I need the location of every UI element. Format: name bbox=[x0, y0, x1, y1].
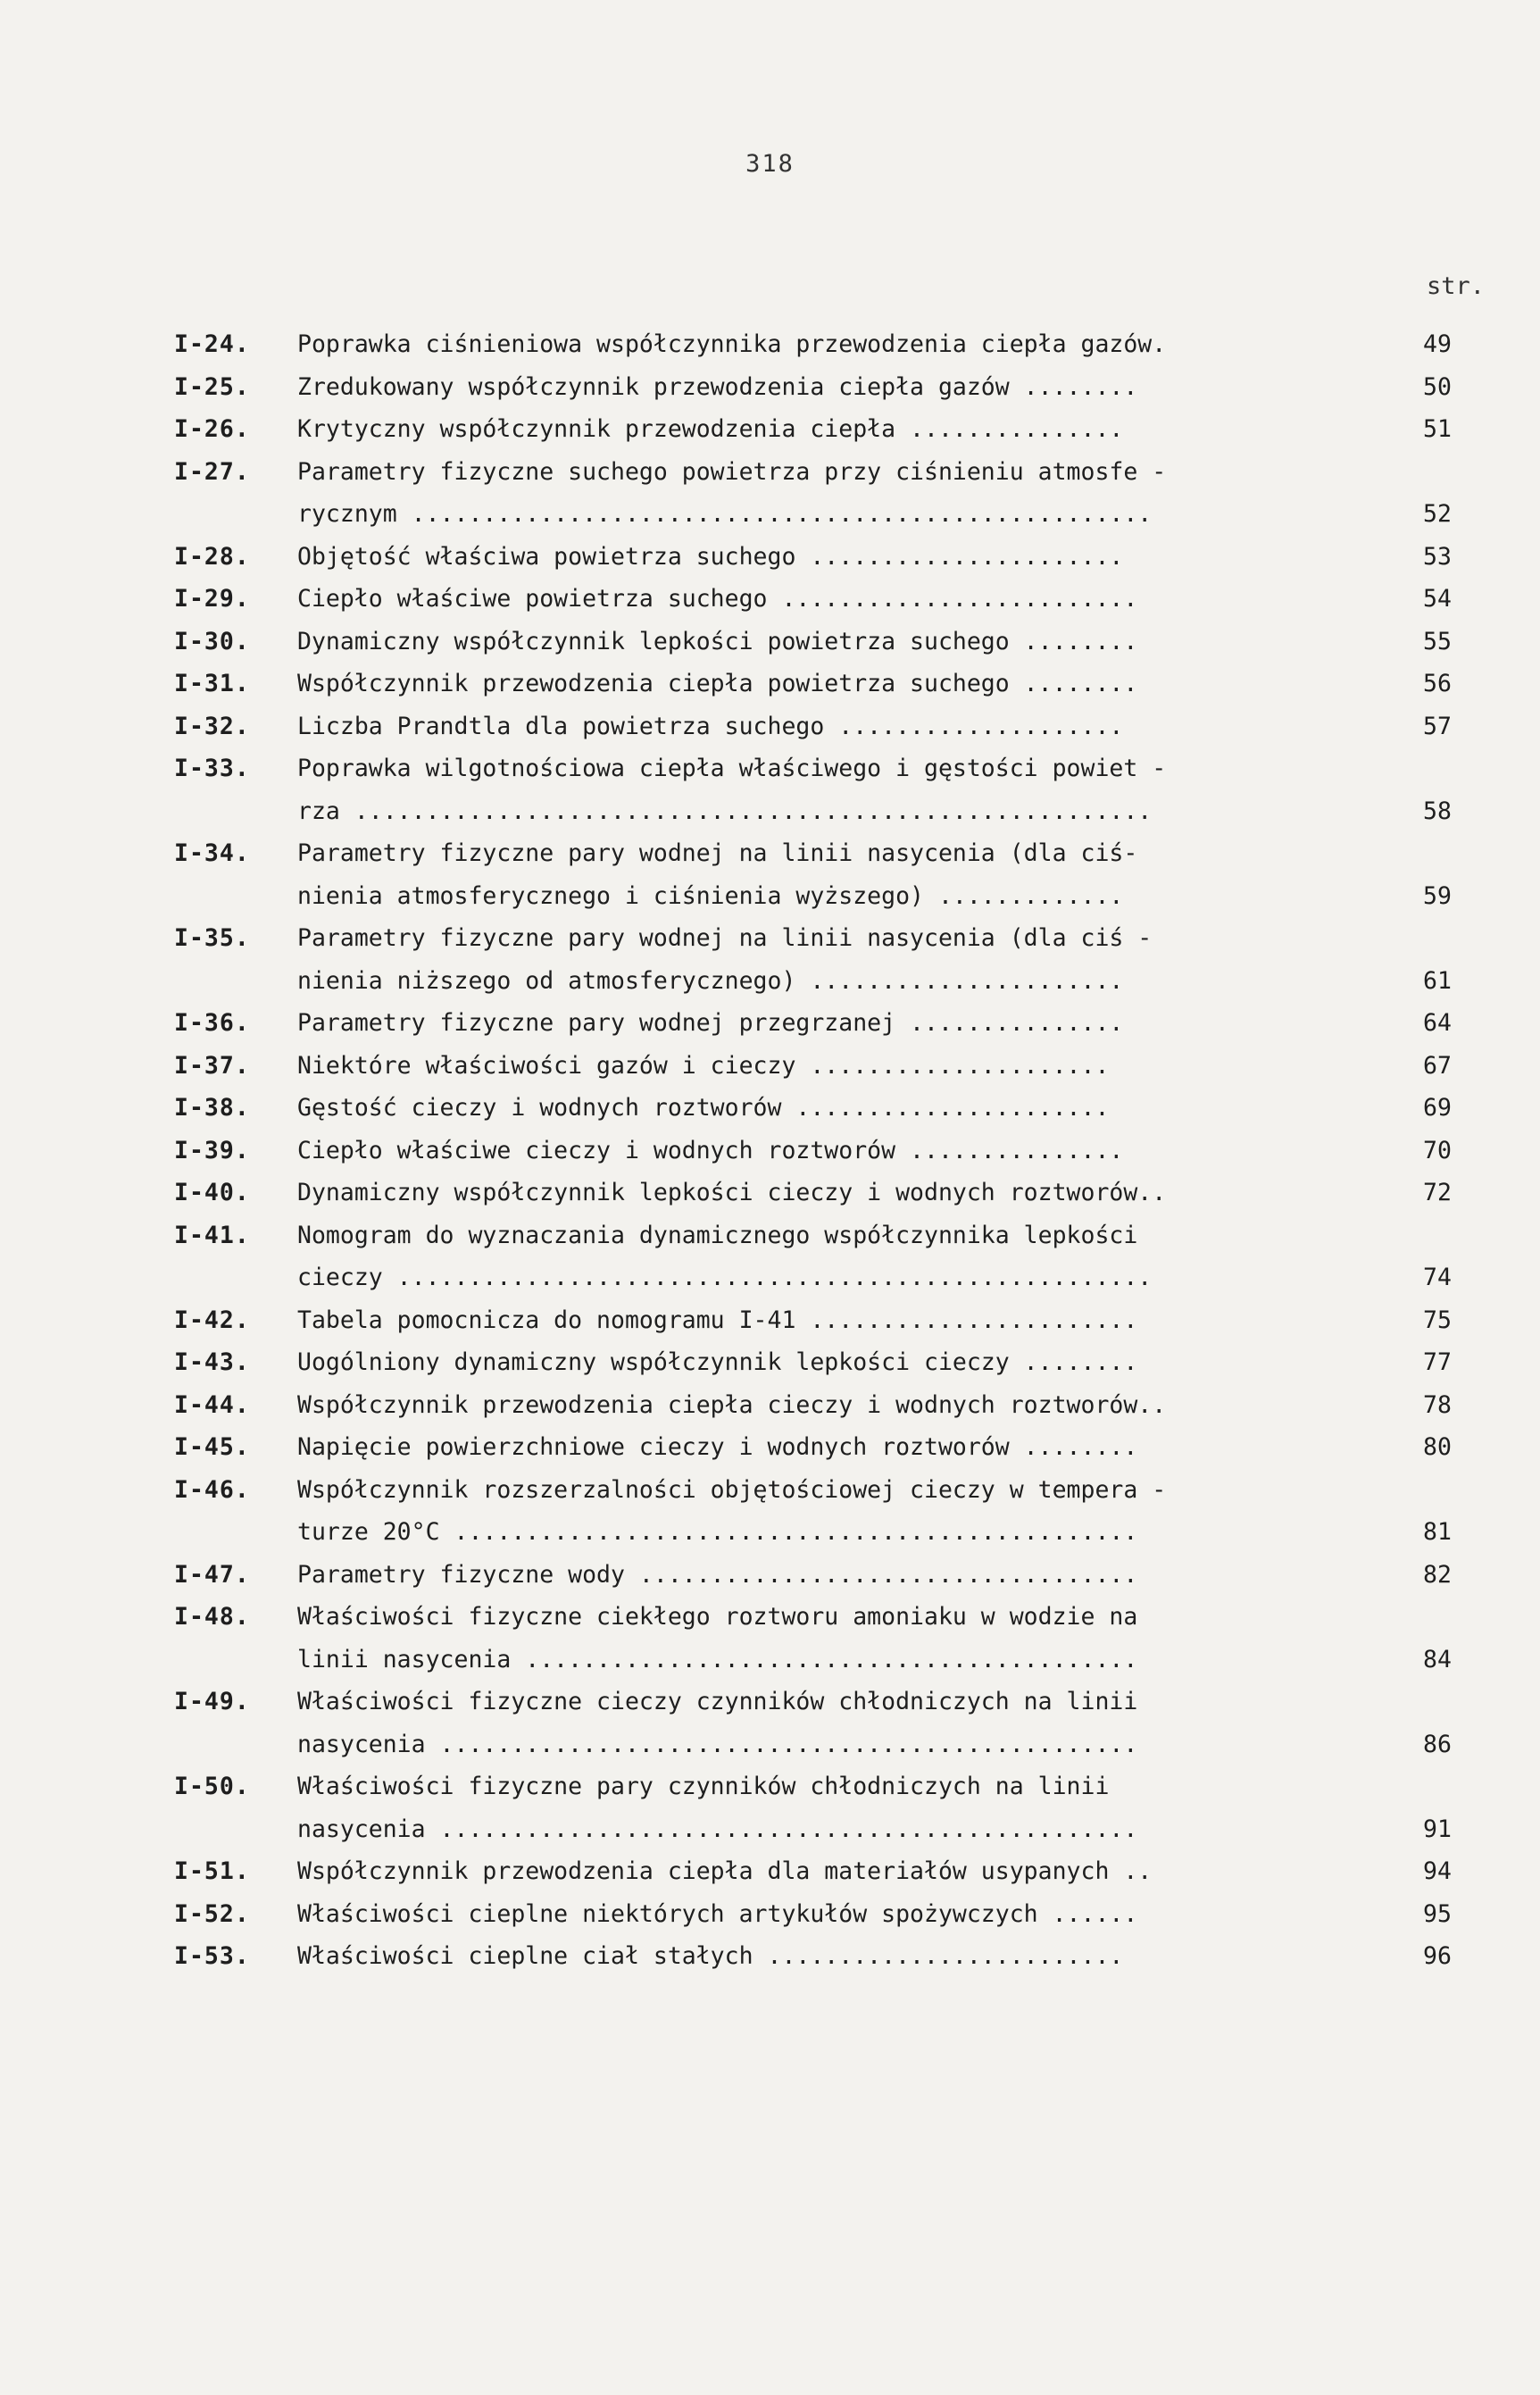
entry-title bbox=[297, 1469, 1388, 1554]
entry-title bbox=[297, 1765, 1388, 1850]
toc-entry bbox=[174, 1935, 1486, 1978]
entry-page: 82 bbox=[1423, 1560, 1452, 1589]
entry-title bbox=[297, 1384, 1388, 1427]
entry-page: 57 bbox=[1423, 712, 1452, 740]
entry-number: I-50. bbox=[174, 1773, 250, 1800]
entry-title-line: rza ........................................................ bbox=[297, 797, 1153, 825]
toc-entry bbox=[174, 621, 1486, 663]
entry-page: 84 bbox=[1423, 1645, 1452, 1673]
entry-title-line: Współczynnik przewodzenia ciepła cieczy i wodnych roztworów.. bbox=[297, 1390, 1167, 1419]
entry-title bbox=[297, 621, 1388, 663]
toc-entry bbox=[174, 1893, 1486, 1936]
entry-title-line: Parametry fizyczne pary wodnej na linii nasycenia (dla ciś- bbox=[297, 839, 1138, 867]
entry-number: I-37. bbox=[174, 1051, 250, 1080]
toc-entry bbox=[174, 366, 1486, 409]
entry-number: I-48. bbox=[174, 1603, 250, 1631]
entry-title bbox=[297, 1214, 1388, 1299]
entry-title-line: nienia niższego od atmosferycznego) ...................... bbox=[297, 966, 1124, 995]
entry-title-line: Krytyczny współczynnik przewodzenia ciepła ............... bbox=[297, 415, 1124, 443]
entry-title bbox=[297, 663, 1388, 705]
entry-number: I-49. bbox=[174, 1688, 250, 1715]
entry-number: I-36. bbox=[174, 1009, 250, 1037]
table-of-contents bbox=[174, 323, 1486, 1978]
entry-title-line: Współczynnik rozszerzalności objętościowej cieczy w tempera - bbox=[297, 1475, 1167, 1504]
entry-title bbox=[297, 408, 1388, 451]
entry-title-line: Niektóre właściwości gazów i cieczy ..................... bbox=[297, 1051, 1110, 1080]
entry-title bbox=[297, 1130, 1388, 1172]
entry-page: 95 bbox=[1423, 1899, 1452, 1928]
entry-page: 72 bbox=[1423, 1179, 1452, 1206]
entry-title-line: Objętość właściwa powietrza suchego ...................... bbox=[297, 542, 1124, 571]
toc-entry bbox=[174, 663, 1486, 705]
toc-entry bbox=[174, 1214, 1486, 1299]
entry-title bbox=[297, 1002, 1388, 1045]
entry-page: 75 bbox=[1423, 1306, 1452, 1334]
entry-title bbox=[297, 536, 1388, 579]
entry-title-line: Nomogram do wyznaczania dynamicznego współczynnika lepkości bbox=[297, 1221, 1138, 1249]
entry-number: I-29. bbox=[174, 585, 250, 613]
entry-page: 59 bbox=[1423, 881, 1452, 910]
entry-page: 94 bbox=[1423, 1857, 1452, 1885]
entry-page: 52 bbox=[1423, 500, 1452, 528]
toc-entry bbox=[174, 1384, 1486, 1427]
entry-title-line: Współczynnik przewodzenia ciepła dla materiałów usypanych .. bbox=[297, 1857, 1153, 1885]
entry-title bbox=[297, 1299, 1388, 1342]
entry-number: I-32. bbox=[174, 712, 250, 740]
entry-title bbox=[297, 1681, 1388, 1765]
entry-title-line: Dynamiczny współczynnik lepkości powietrza suchego ........ bbox=[297, 627, 1138, 655]
entry-title bbox=[297, 1850, 1388, 1893]
entry-title-line: nienia atmosferycznego i ciśnienia wyższego) ............. bbox=[297, 881, 1124, 910]
entry-title bbox=[297, 1426, 1388, 1469]
toc-entry bbox=[174, 1765, 1486, 1850]
entry-number: I-53. bbox=[174, 1942, 250, 1970]
entry-number: I-24. bbox=[174, 330, 250, 358]
toc-entry bbox=[174, 832, 1486, 917]
entry-title-line: Uogólniony dynamiczny współczynnik lepkości cieczy ........ bbox=[297, 1348, 1138, 1376]
entry-title-line: Dynamiczny współczynnik lepkości cieczy i wodnych roztworów.. bbox=[297, 1179, 1167, 1206]
entry-title-line: Tabela pomocnicza do nomogramu I-41 ....................... bbox=[297, 1306, 1138, 1334]
entry-page: 96 bbox=[1423, 1942, 1452, 1970]
entry-title bbox=[297, 917, 1388, 1002]
entry-title bbox=[297, 1087, 1388, 1130]
toc-entry bbox=[174, 1341, 1486, 1384]
entry-page: 55 bbox=[1423, 627, 1452, 655]
entry-title-line: Parametry fizyczne suchego powietrza przy ciśnieniu atmosfe - bbox=[297, 457, 1167, 486]
toc-entry bbox=[174, 536, 1486, 579]
entry-number: I-26. bbox=[174, 415, 250, 443]
entry-number: I-44. bbox=[174, 1390, 250, 1419]
page-number: 318 bbox=[745, 150, 795, 178]
entry-number: I-40. bbox=[174, 1179, 250, 1206]
toc-entry bbox=[174, 323, 1486, 366]
entry-number: I-42. bbox=[174, 1306, 250, 1334]
entry-page: 74 bbox=[1423, 1264, 1452, 1291]
entry-title-line: Właściwości fizyczne pary czynników chłodniczych na linii bbox=[297, 1773, 1110, 1800]
toc-entry bbox=[174, 1426, 1486, 1469]
entry-title bbox=[297, 1341, 1388, 1384]
toc-entry bbox=[174, 1045, 1486, 1088]
entry-page: 81 bbox=[1423, 1518, 1452, 1546]
entry-page: 91 bbox=[1423, 1815, 1452, 1843]
entry-title-line: rycznym .................................................... bbox=[297, 500, 1153, 528]
entry-page: 78 bbox=[1423, 1390, 1452, 1419]
entry-page: 49 bbox=[1423, 330, 1452, 358]
entry-title bbox=[297, 832, 1388, 917]
entry-title-line: Liczba Prandtla dla powietrza suchego .................... bbox=[297, 712, 1124, 740]
toc-entry bbox=[174, 1002, 1486, 1045]
entry-page: 51 bbox=[1423, 415, 1452, 443]
entry-number: I-43. bbox=[174, 1348, 250, 1376]
entry-number: I-39. bbox=[174, 1136, 250, 1164]
toc-entry bbox=[174, 1596, 1486, 1681]
toc-entry bbox=[174, 1130, 1486, 1172]
toc-entry bbox=[174, 1087, 1486, 1130]
entry-title-line: Właściwości fizyczne ciekłego roztworu amoniaku w wodzie na bbox=[297, 1603, 1138, 1631]
page-column-label: str. bbox=[1427, 272, 1486, 300]
entry-title-line: Parametry fizyczne pary wodnej przegrzanej ............... bbox=[297, 1009, 1124, 1037]
entry-number: I-52. bbox=[174, 1899, 250, 1928]
entry-title-line: Napięcie powierzchniowe cieczy i wodnych roztworów ........ bbox=[297, 1433, 1138, 1461]
toc-entry bbox=[174, 1681, 1486, 1765]
entry-page: 70 bbox=[1423, 1136, 1452, 1164]
entry-page: 69 bbox=[1423, 1094, 1452, 1122]
entry-title-line: Ciepło właściwe powietrza suchego ......................... bbox=[297, 585, 1138, 613]
entry-title bbox=[297, 1172, 1388, 1214]
entry-page: 80 bbox=[1423, 1433, 1452, 1461]
entry-number: I-34. bbox=[174, 839, 250, 867]
entry-title-line: Ciepło właściwe cieczy i wodnych roztworów ............... bbox=[297, 1136, 1124, 1164]
entry-page: 58 bbox=[1423, 797, 1452, 825]
entry-number: I-51. bbox=[174, 1857, 250, 1885]
entry-page: 54 bbox=[1423, 585, 1452, 613]
toc-entry bbox=[174, 578, 1486, 621]
entry-title-line: turze 20°C ................................................ bbox=[297, 1518, 1138, 1546]
entry-number: I-46. bbox=[174, 1475, 250, 1504]
entry-page: 77 bbox=[1423, 1348, 1452, 1376]
entry-number: I-35. bbox=[174, 924, 250, 952]
toc-entry bbox=[174, 1172, 1486, 1214]
entry-page: 50 bbox=[1423, 372, 1452, 401]
entry-title-line: linii nasycenia ........................................... bbox=[297, 1645, 1138, 1673]
entry-title-line: Współczynnik przewodzenia ciepła powietrza suchego ........ bbox=[297, 670, 1138, 697]
entry-number: I-45. bbox=[174, 1433, 250, 1461]
entry-number: I-47. bbox=[174, 1560, 250, 1589]
entry-title-line: Zredukowany współczynnik przewodzenia ciepła gazów ........ bbox=[297, 372, 1138, 401]
entry-title-line: cieczy ..................................................... bbox=[297, 1264, 1153, 1291]
entry-page: 64 bbox=[1423, 1009, 1452, 1037]
entry-page: 56 bbox=[1423, 670, 1452, 697]
entry-title bbox=[297, 705, 1388, 748]
entry-title bbox=[297, 366, 1388, 409]
toc-entry bbox=[174, 705, 1486, 748]
entry-number: I-33. bbox=[174, 755, 250, 782]
entry-number: I-41. bbox=[174, 1221, 250, 1249]
entry-title bbox=[297, 451, 1388, 536]
toc-entry bbox=[174, 1554, 1486, 1597]
toc-entry bbox=[174, 1299, 1486, 1342]
toc-entry bbox=[174, 1850, 1486, 1893]
entry-page: 67 bbox=[1423, 1051, 1452, 1080]
entry-title-line: nasycenia ................................................. bbox=[297, 1730, 1138, 1758]
entry-title-line: Poprawka ciśnieniowa współczynnika przewodzenia ciepła gazów. bbox=[297, 330, 1167, 358]
entry-title-line: Poprawka wilgotnościowa ciepła właściwego i gęstości powiet - bbox=[297, 755, 1167, 782]
entry-title bbox=[297, 578, 1388, 621]
entry-title-line: nasycenia ................................................. bbox=[297, 1815, 1138, 1843]
entry-title bbox=[297, 747, 1388, 832]
entry-number: I-31. bbox=[174, 670, 250, 697]
toc-entry bbox=[174, 408, 1486, 451]
entry-page: 53 bbox=[1423, 542, 1452, 571]
entry-title bbox=[297, 1554, 1388, 1597]
toc-entry bbox=[174, 451, 1486, 536]
entry-title-line: Parametry fizyczne pary wodnej na linii nasycenia (dla ciś - bbox=[297, 924, 1153, 952]
entry-number: I-25. bbox=[174, 372, 250, 401]
entry-title bbox=[297, 1045, 1388, 1088]
entry-title bbox=[297, 1596, 1388, 1681]
toc-entry bbox=[174, 1469, 1486, 1554]
entry-title-line: Właściwości fizyczne cieczy czynników chłodniczych na linii bbox=[297, 1688, 1138, 1715]
entry-title-line: Właściwości cieplne niektórych artykułów spożywczych ...... bbox=[297, 1899, 1138, 1928]
entry-number: I-38. bbox=[174, 1094, 250, 1122]
entry-number: I-30. bbox=[174, 627, 250, 655]
entry-title-line: Gęstość cieczy i wodnych roztworów ...................... bbox=[297, 1094, 1110, 1122]
entry-page: 86 bbox=[1423, 1730, 1452, 1758]
entry-title-line: Parametry fizyczne wody ................................... bbox=[297, 1560, 1138, 1589]
toc-entry bbox=[174, 917, 1486, 1002]
entry-title bbox=[297, 323, 1388, 366]
toc-entry bbox=[174, 747, 1486, 832]
entry-title-line: Właściwości cieplne ciał stałych ......................... bbox=[297, 1942, 1124, 1970]
entry-page: 61 bbox=[1423, 966, 1452, 995]
entry-number: I-27. bbox=[174, 457, 250, 486]
entry-title bbox=[297, 1935, 1388, 1978]
entry-title bbox=[297, 1893, 1388, 1936]
entry-number: I-28. bbox=[174, 542, 250, 571]
